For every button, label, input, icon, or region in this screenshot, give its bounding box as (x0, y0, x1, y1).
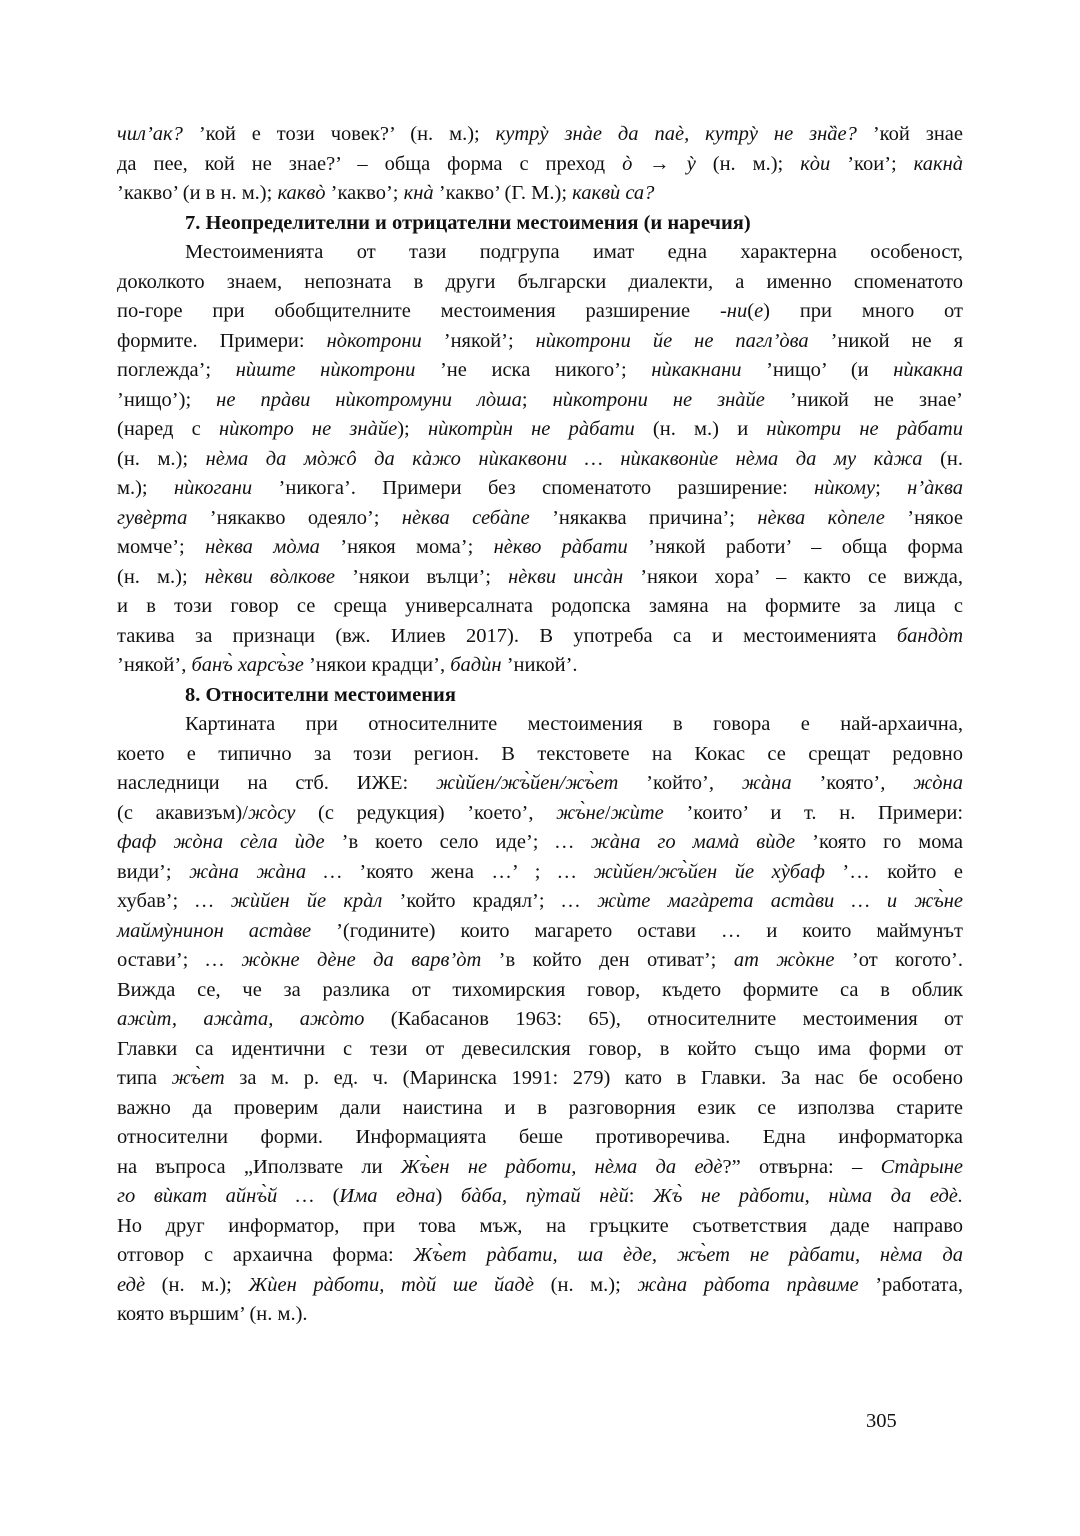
text-line (117, 297, 963, 327)
text-segment: 7. Неопределителни и отрицателни местоимения (и наречия) (185, 211, 751, 234)
text-segment: (Кабасанов 1963: 65), относителните местоимения от (364, 1008, 963, 1030)
dialect-example: нèма да мòжô да кàжо нѝкаквони … нѝкаквонѝе нèма да му кàжа (205, 447, 923, 470)
dialect-example: Жъ̀ не рàботи, нѝма да едè. (653, 1185, 964, 1207)
text-line (117, 740, 963, 770)
text-segment: Главки са идентични с тези от девесилския говор, в който също има форми от (117, 1037, 963, 1060)
dialect-example: … жѝйен/жъ̀йен йе хỳбаф (557, 860, 825, 883)
text-segment: ’… който е (824, 860, 963, 883)
dialect-example: , жàна (708, 772, 792, 794)
dialect-example: нѝште нѝкотрони (235, 359, 416, 381)
text-line (117, 179, 963, 209)
text-segment: по-горе при обобщителните местоимения разширение (117, 300, 720, 322)
text-segment: ’(годините) които магарето остави … и които маймунът (311, 919, 963, 942)
dialect-example: … жòкне дèне да варв’òт (205, 949, 482, 971)
dialect-example: нѝкотро не знàйе (218, 418, 398, 440)
dialect-example: жѝйен/жъ̀йен/жъ̀ет (436, 772, 619, 794)
dialect-example: какнà (913, 152, 963, 175)
dialect-example: банъ̀ харсъ̀зе (191, 654, 304, 676)
text-line (117, 445, 963, 475)
text-segment: ’някой работи’ – обща форма (627, 536, 963, 558)
text-line (117, 622, 963, 652)
dialect-example: – Стàрыне (852, 1155, 964, 1178)
text-segment: ’в което село иде’; (324, 831, 556, 853)
dialect-example: … жѝте магàрета астàви … и жъ̀не (561, 890, 963, 912)
dialect-example: … жѝйен йе крàл (195, 890, 383, 912)
text-segment: (н. м.); (145, 1273, 249, 1296)
text-segment: ’някакво одеяло’; (187, 506, 402, 529)
text-line (117, 1212, 963, 1242)
text-segment: важно да проверим дали наистина и в разговорния език се използва старите (117, 1096, 963, 1119)
dialect-example: нѝкотрони йе не пагл’òва (535, 329, 809, 352)
text-segment: ?” отвърна: (722, 1155, 853, 1178)
text-segment: ’която го мома (795, 831, 964, 853)
text-segment: : (628, 1185, 653, 1207)
dialect-example: … жàна го мамà вѝде (555, 831, 796, 853)
text-segment: Местоименията от тази подгрупа имат една характерна особеност, (185, 241, 963, 263)
text-segment: за м. р. ед. ч. (Маринска 1991: 279) като в Главки. За нас бе особено (224, 1067, 964, 1089)
text-segment: 8. Относителни местоимения (185, 683, 456, 706)
text-segment: ; (521, 388, 553, 411)
text-line (117, 1241, 963, 1271)
text-segment: ’която’ (791, 772, 881, 794)
text-line (117, 1094, 963, 1124)
dialect-example: Жъ̀ет рàбати, ша èде, жъ̀ет не рàбати, нèма да (413, 1244, 963, 1266)
text-segment: ; (875, 477, 908, 499)
text-segment: (н. м.); (695, 152, 801, 175)
text-segment: види’; (117, 860, 190, 883)
text-line (117, 799, 963, 829)
text-segment: отговор с архаична форма: (117, 1244, 414, 1266)
text-line (117, 563, 963, 593)
text-line (117, 828, 963, 858)
text-segment: относителни форми. Информацията беше противоречива. Една информаторка (117, 1126, 963, 1148)
text-line (117, 150, 963, 180)
text-segment: ); (397, 418, 428, 440)
text-line (117, 120, 963, 150)
text-segment: поглежда’; (117, 359, 236, 381)
page-number: 305 (866, 1410, 897, 1432)
text-segment: типа (117, 1067, 172, 1089)
dialect-example: бàба, пỳтай нèй (460, 1185, 629, 1207)
text-segment: ’работата, (858, 1273, 963, 1296)
text-segment: (н. (922, 447, 964, 470)
dialect-example: маймỳнинон астàве (117, 919, 312, 942)
dialect-example: фаф жòна сèла ѝде (117, 831, 325, 853)
text-line (117, 887, 963, 917)
text-segment: ’които’ и т. н. Примери: (663, 801, 964, 824)
text-segment: (н. м.); (117, 447, 206, 470)
text-line (117, 1064, 963, 1094)
dialect-example: Има една (339, 1185, 436, 1207)
dialect-example: нèкви вòлкове (204, 565, 335, 588)
text-segment: ’някое (884, 506, 964, 529)
dialect-example: ат жòкне (733, 949, 835, 971)
text-segment: което е типично за този регион. В текстовете на Кокас се срещат редовно (117, 742, 963, 765)
text-line (117, 1271, 963, 1301)
section-heading (117, 209, 963, 239)
text-segment: ’нищо’ (и (741, 359, 894, 381)
section-heading (117, 681, 963, 711)
text-segment: Картината при относителните местоимения в говора е най-архаична, (185, 713, 963, 735)
page-body (117, 120, 963, 1330)
text-line (117, 592, 963, 622)
dialect-example: нѝкотри не рàбати (766, 418, 963, 440)
dialect-example: кòи (800, 152, 831, 175)
text-line (117, 976, 963, 1006)
text-segment: ) при много от (763, 300, 963, 322)
text-segment: ’която жена …’ ; (341, 860, 558, 883)
text-segment: ’никой’. (501, 654, 578, 676)
text-segment: ’какво’; (325, 182, 404, 204)
text-segment: хубав’; (117, 890, 196, 912)
text-segment: ’нищо’); (117, 388, 217, 411)
dialect-example: нèкви инсàн (508, 565, 624, 588)
text-segment: ’какво’ (Г. М.); (433, 182, 573, 204)
dialect-example: нѝкакна (893, 359, 963, 381)
text-line (117, 415, 963, 445)
text-line (117, 946, 963, 976)
dialect-example: жàна рàбота прàвиме (637, 1273, 859, 1296)
text-segment: ’никога’. Примери без споменатото разширение: (252, 477, 815, 499)
text-line (117, 268, 963, 298)
dialect-example: гувèрта (117, 506, 188, 529)
dialect-example: нèква мòма (205, 536, 320, 558)
text-segment: такива за признаци (вж. Илиев 2017). В употреба са и местоименията (117, 624, 897, 647)
text-segment: ’не иска никого’; (415, 359, 652, 381)
text-segment: (с редукция) ’което’, (295, 801, 557, 824)
dialect-example: нèква себàпе (401, 506, 530, 529)
dialect-example: Жѝен рàботи, тòй ше йадè (248, 1273, 535, 1296)
dialect-example: Жъ̀ен не рàботи, нèма да едè (400, 1155, 723, 1178)
dialect-example: нѝкому (814, 477, 876, 499)
text-segment: на въпроса „Иползвате ли (117, 1155, 401, 1178)
text-line (117, 1182, 963, 1212)
text-line (117, 474, 963, 504)
text-segment: която вършим’ (н. м.). (117, 1303, 308, 1325)
dialect-example: жàна жàна … (189, 860, 342, 883)
text-segment: ’някои крадци’, (303, 654, 451, 676)
dialect-example: жѝте (610, 801, 664, 824)
text-segment: (наред с (117, 418, 219, 440)
text-segment: ’някои хора’ – както се вижда, (623, 565, 963, 588)
dialect-example: бандòт (896, 624, 963, 647)
text-segment: / (604, 801, 611, 824)
text-segment: ’какво’ (и в н. м.); (117, 182, 278, 204)
text-line (117, 769, 963, 799)
dialect-example: каквò (277, 182, 326, 204)
text-line (117, 356, 963, 386)
text-line (117, 1300, 963, 1330)
dialect-example: каквѝ са? (572, 182, 655, 204)
text-line (117, 386, 963, 416)
dialect-example: ò (622, 152, 633, 175)
text-segment: (н. м.); (117, 565, 205, 588)
text-line (117, 710, 963, 740)
text-line (117, 533, 963, 563)
dialect-example: жъ̀не (556, 801, 605, 824)
text-segment: ’който’ (618, 772, 709, 794)
dialect-example: нèкво рàбати (493, 536, 628, 558)
text-line (117, 327, 963, 357)
text-segment: → (632, 152, 687, 175)
text-segment: ’никой не знае’ (764, 388, 963, 411)
dialect-example: чил’ак? (117, 123, 183, 145)
text-line (117, 858, 963, 888)
dialect-example: ажѝт, ажàта, ажòто (117, 1008, 365, 1030)
dialect-example: , жòна (880, 772, 963, 794)
text-segment: наследници на стб. ИЖЕ: (117, 772, 437, 794)
text-segment: (н. м.) и (634, 418, 767, 440)
text-segment: ’в който ден отиват’; (481, 949, 734, 971)
text-line (117, 238, 963, 268)
dialect-example: бадѝн (450, 654, 502, 676)
text-segment: ( (747, 300, 755, 322)
dialect-example: едè (117, 1273, 146, 1296)
text-line (117, 917, 963, 947)
dialect-example: н’àква (907, 477, 963, 499)
text-segment: ’кой е този човек?’ (н. м.); (182, 123, 496, 145)
text-segment: ) (435, 1185, 461, 1207)
dialect-example: -ни (719, 300, 748, 322)
dialect-example: жòсу (247, 801, 296, 824)
dialect-example: нèква кòпеле (757, 506, 885, 529)
dialect-example: нòкотрони (326, 329, 422, 352)
text-segment: Вижда се, че за разлика от тихомирския говор, където формите са в облик (117, 978, 963, 1001)
text-segment: м.); (117, 477, 174, 499)
text-segment: (н. м.); (534, 1273, 638, 1296)
dialect-example: нѝкогани (174, 477, 253, 499)
dialect-example: нѝкотрѝн не рàбати (427, 418, 635, 440)
dialect-example: го вѝкат айнъ̀й … (117, 1185, 315, 1207)
dialect-example: не прàви нѝкотромуни лòша (216, 388, 522, 411)
text-line (117, 1153, 963, 1183)
text-segment: ’някои вълци’; (334, 565, 509, 588)
text-segment: ’който крадял’; (382, 890, 562, 912)
text-segment: доколкото знаем, непозната в други български диалекти, а именно споменатото (117, 270, 963, 293)
text-line (117, 1005, 963, 1035)
text-segment: ’кой знае (856, 123, 964, 145)
dialect-example: нѝкотрони не знàйе (552, 388, 765, 411)
text-segment: ’от когото’. (834, 949, 964, 971)
text-segment: ’кои’; (830, 152, 914, 175)
dialect-example: е (754, 300, 764, 322)
text-line (117, 1035, 963, 1065)
text-segment: ( (314, 1185, 340, 1207)
dialect-example: нѝкакнани (651, 359, 742, 381)
text-segment: ’някой’, (117, 654, 192, 676)
text-segment: формите. Примери: (117, 329, 327, 352)
text-line (117, 504, 963, 534)
text-line (117, 1123, 963, 1153)
text-segment: и в този говор се среща универсалната родопска замяна на формите за лица с (117, 595, 963, 617)
dialect-example: кутрỳ знàе да паè, кутрỳ не знȁе? (495, 123, 857, 145)
dialect-example: ỳ (686, 152, 696, 175)
text-segment: Но друг информатор, при това мъж, на гръцките съответствия даде направо (117, 1214, 963, 1237)
text-segment: остави’; (117, 949, 206, 971)
text-line (117, 651, 963, 681)
text-segment: да пее, кой не знае?’ – обща форма с преход (117, 152, 623, 175)
text-segment: (с акавизъм)/ (117, 801, 248, 824)
text-segment: ’някаква причина’; (529, 506, 758, 529)
text-segment: ’някой’; (421, 329, 536, 352)
dialect-example: жъ̀ет (171, 1067, 225, 1089)
text-segment: ’някоя мома’; (319, 536, 494, 558)
text-segment: ’никой не я (808, 329, 964, 352)
text-segment: момче’; (117, 536, 206, 558)
dialect-example: кнà (403, 182, 434, 204)
